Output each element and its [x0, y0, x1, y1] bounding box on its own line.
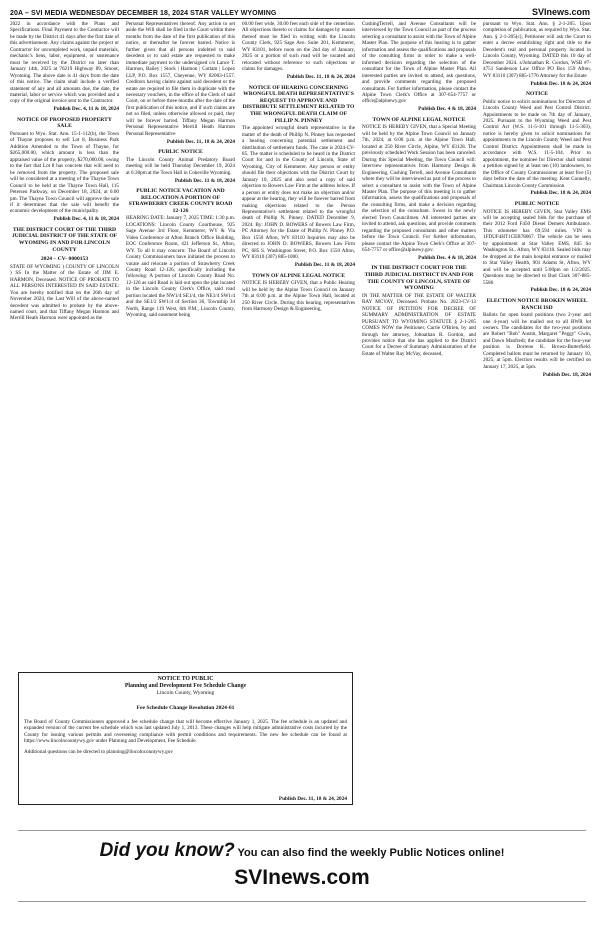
notice-heading: NOTICE OF HEARING CONCERNING WRONGFUL DEATH REPRESENTATIVE'S REQUEST TO APPROVE AND DISTRIBUTE SETTLEMENT RELATED TO THE WRONGFUL DEATH CLAIM OF PILLIP N. PINNEY [242, 84, 355, 124]
notice-heading: THE DISTRICT COURT OF THE THIRD JUDICIAL DISTRICT OF THE STATE OF WYOMING IN AND FOR LINCOLN COUNTY [11, 226, 118, 253]
notice-text: The appointed wrongful death representative in the matter of the death of Phillip N. Pinney has requested a hearing concerning potential settlement and distribution of settlement funds. The case is 2024-CV-85. The matter is scheduled to be heard in the District Court for and in the County of Lincoln, State of Wyoming, City of Kemmerer. Any person or entity should file their objections with the District Court by January 10, 2025 and also send a copy of said objection to Bowers Law Firm at the address below. If a person or entity does not make an objection and/or appear at the hearing, they will be forever barred from making objections related to the Person Representative's settlement related to the wrongful death of Phillip N. Pinney. DATED December 9, 2024. By: JOHN D. BOWERS of Bowers Law Firm, PC Attorney for the Estate of Phillip N. Pinney P.O. Box 1550 Afton, WY 83110 Inquiries may also be directed to JOHN D. BOWERS, Bowers Law Firm PC, 685 S. Washington Street, P.O. Box 1550 Afton, WY 83110 (307) 885-1000. [242, 125, 355, 261]
publish-dates: Publish Dec. 4 & 18, 2024 [418, 106, 476, 113]
publish-dates: Publish Dec. 11 & 18, 2024 [294, 262, 355, 269]
notice-text: Public notice to solicit nominations for Directors of Lincoln County Weed and Pest Control District. Appointments to be made on 7th day of January, 2025. Pursuant to the Wyoming Weed and Pest Control Act (W.S. 11-5-101 through 11-5-303), notice is hereby given to solicit nominations for appointments to the Lincoln County Weed and Pest Control District. Appointments shall be made in accordance with W.S. 11-5-104. Prior to appointment, the nominee for Director shall submit a petition signed by at least ten (10) landowners, to the Office of County Commissioner at least five (5) days before the date of the meeting. Kent Connelly, Chairman Lincoln County Commission [483, 98, 591, 189]
promo-website: SVInews.com [234, 866, 370, 889]
column-1 [10, 21, 119, 681]
page-header [10, 4, 590, 19]
notice-text: 2022 in accordance with the Plans and Specifications. Final Payment to the Contractor will be made by the District 41 days after the first date of this advertisement. Any claims against the project or Contractor for uncompleted work, unpaid materials, mechanic's liens, labor, equipment, or sustenance must be received by the District no later than January 14th, 2025 at 76219 Highway 89, Smoot, Wyoming. The above date is 41 days from the date of this notice. The claim shall include a verified statement of any and all amounts due, the date, the material, labor or service which was provided and a copy of the original invoice sent to the Contractor. [10, 21, 119, 105]
notice-text: CushingTerrell, and Avenue Consultants will be interviewed by the Town Council as part of the process selecting a consultant to assist with the Town of Alpine Master Plan. The purpose of this hearing is to gather information and assess the qualifications and proposals of the consulting firms in order to make a well-informed decision regarding the selection of the consultant for the Town of Alpine Master Plan. All interested parties are invited to attend, ask questions, and provide comments regarding the proposed consultants. For further information, please contact the Alpine Town Clerk's Office at 307-654-7757 or office@alpinewy.gov [362, 21, 476, 105]
fee-schedule-notice [18, 672, 353, 805]
notice-heading: PUBLIC NOTICE VACATION AND RELOCATION A PORTION OF STRAWBERRY CREEK COUNTY ROAD 12-126 [128, 188, 233, 214]
notice-heading: TOWN OF ALPINE LEGAL NOTICE [252, 272, 345, 279]
notice-text: STATE OF WYOMING ) COUNTY OF LINCOLN ) SS In the Matter of the Estate of JIM E. HARMON, Deceased. NOTICE OF PROBATE TO ALL PERSONS INTERESTED IN SAID ESTATE: You are hereby notified that on the 26th day of November 2024, the Last Will of the above-named decedent was admitted to probate by the above-named court, and that Tiffany Megan Harmon and Merrill Heath Harmon were appointed as the [10, 263, 119, 322]
fee-notice-contact: Additional questions can be directed to planning@lincolncountywy.gov [24, 748, 173, 755]
publish-dates: Publish Dec. 4 & 18, 2024 [418, 255, 476, 261]
notice-text: NOTICE IS HEREBY GIVEN, that a Special Meeting will be held by the Alpine Town Council on January 7th, 2024, at 6:00 p.m. at the Alpine Town Hall, located at 250 River Circle, Alpine, WY 83128. The previously scheduled Work Session has been canceled. During this Special Meeting, the Town Council will: Interview representatives from Harmony Design & Engineering, Cushing Terrell, and Avenue Consultants where they will be interviewed as part of the process to select a consultant to assist with the Town of Alpine Master Plan. The purpose of this meeting is to gather information, assess the qualifications and proposals of the consulting firms, and make a decision regarding the selection of the consultant. Swear in the newly elected Town Councilmen. All interested parties are invited to attend, ask questions, and provide comments regarding the proposed consultants and other matters before the Town Council. For further information, please contact the Alpine Town Clerk's Office at 307-654-7757 or office@alpinewy.gov. [362, 124, 476, 254]
column-2 [126, 21, 235, 333]
publish-dates: Publish Dec. 18 & 24, 2024 [530, 287, 591, 294]
notice-heading: TOWN OF ALPINE LEGAL NOTICE [372, 116, 466, 123]
notice-text: 60.00 feet wide, 30.00 feet each side of the centerline. All objections thereto or claims for damages by reason thereof must be filed in writing with the Lincoln County Clerk, 925 Sage Ave. Suite 201, Kemmerer, WY 83101, before noon on the 2nd day of January, 2025 or a portion of such road will be vacated and relocated without reference to such objections or claims for damages. [242, 21, 355, 73]
column-3 [242, 21, 355, 333]
promo-lead: Did you know? [99, 840, 235, 861]
column-4 [362, 21, 476, 681]
notice-heading: ELECTION NOTICE BROKEN WHEEL RANCH ISD [486, 297, 588, 311]
fee-notice-county: Lincoln County, Wyoming [156, 690, 215, 696]
publish-dates: Publish Dec. 4, 11 & 18, 2024 [53, 216, 119, 223]
notice-text: The Lincoln County Animal Predatory Board meeting will be held Thursday December 19, 2024 at 6:30pm at the Town Hall in Cokeville Wyoming. [126, 156, 235, 176]
notice-heading: IN THE DISTRICT COURT FOR THE THIRD JUDICIAL DISTRICT IN AND FOR THE COUNTY OF LINCOLN, STATE OF WYOMING [364, 265, 474, 292]
promo-line-1 [18, 840, 586, 862]
fee-notice-title: NOTICE TO PUBLIC [157, 676, 214, 682]
notice-text: NOTICE IS HEREBY GIVEN, that a Public Hearing will be held by the Alpine Town Council on January 7th at 6:00 p.m. at the Alpine Town Hall, located at 250 River Circle. During this hearing, representatives from Harmony Design & Engineering, [242, 280, 355, 313]
publish-dates: Publish Dec. 11, 18 & 24, 2024 [278, 795, 347, 802]
notice-text: NOTICE IS HEREBY GIVEN, Star Valley EMS will be accepting sealed bids for the purchase of their 2012 Ford F450 Diesel Demers Ambulance. This odometer has 69,594 miles. VIN is 1FDUF4HT1CEB78067. The vehicle can be seen by appointment at Star Valley EMS, 845 So Washington St., Afton, WY 83110. Sealed bids may be dropped at the main hospital entrance or mailed to Star Valley Health, 901 Adams St, Afton, WY and will be accepted until 5:00pm on 1/2/2025. Questions may be directed to Bud Clark 307-885-5586 [483, 208, 591, 286]
notice-text: Pursuant to Wyo. Stat. Ann. 15-1-112(b), the Town of Thayne proposes to sell Lot 8, Business Park Addition Amended to the Town of Thayne, for $265,000.00, which amount is less than the appraised value of the property, $270,000.00, owing to the fact that Lot 8 has concrete that will need to be removed from the property. The proposed sale will be considered at a meeting of the Thayne Town Council to be held at the Thayne Town Hall, 115 Petersen Parkway, on December 18, 2024, at 6:00 pm. The Thayne Town Council will approve the sale if it determines that the sale will benefit the economic development of the municipality. [10, 131, 119, 215]
case-number: 2024 – CV- 0000153 [40, 256, 89, 263]
notice-heading: NOTICE OF PROPOSED PROPERTY SALE [17, 116, 112, 130]
site-name: SVInews.com [531, 7, 590, 17]
fee-notice-subtitle: Planning and Development Fee Schedule Change [124, 683, 247, 689]
publish-dates: Publish Dec. 4, 11 & 18, 2024 [53, 106, 119, 113]
publish-dates: Publish Dec. 18 & 24, 2024 [530, 80, 591, 87]
fee-notice-resolution: Fee Schedule Change Resolution 2024-61 [136, 705, 235, 711]
publish-dates: Publish Dec. 18 & 24, 2024 [530, 190, 591, 197]
publish-dates: Publish Dec. 11, 18 & 24, 2024 [286, 74, 355, 81]
publish-dates: Publish Dec. 18, 2024 [542, 371, 591, 378]
notice-text: Ballots for open board positions (two 2-year and one 4-year) will be mailed out to all BWR lot owners. The candidates for the two-year positions are Robert "Bob" Austin, Margaret "Peggy" Gwin, and Dawn Manfredi; the candidate for the four-year position is Dorrene K. Brown-Butterfield. Completed ballots must be returned by January 10, 2025, at 5pm. Election results will be certified on January 17, 2025, at 5pm. [483, 312, 591, 370]
publish-dates: Publish Dec. 11, 18 & 24, 2024 [166, 138, 235, 145]
promo-text: You can also find the weekly Public Notices online! [237, 847, 505, 859]
notice-text: pursuant to Wyo. Stat. Ann. § 2-1-205. Upon completion of publication, as required by Wyo. Stat. Ann. § 2-1-205(c), Petitioner will ask the Court to enter a decree establishing right and title to the Decedent's real and personal property located in Lincoln County, Wyoming. DATED this 10 day of December 2024. s/Johnathan R. Gordon, WSB #7-4751 Sanderson Law Office PO Box 159 Afton, WY 83110 (307) 885-1776 Attorney for the Estate [483, 21, 591, 79]
notice-heading: NOTICE [525, 91, 549, 98]
fee-notice-body: The Board of County Commissioners approved a fee schedule change that will become effective January 1, 2025. The fee schedule is an updated and expanded version of the current fee schedule which was last updated July 1, 2013. These changes will help mitigate administrative costs incurred by the County for issuing various permits and overseeing compliance with permit conditions and requirements. The new fee schedule can be found at https://www.lincolncountywy.gov under Planning and Development, Fee Schedule. [24, 718, 347, 744]
promo-banner [18, 830, 586, 902]
notice-heading: PUBLIC NOTICE [514, 200, 560, 207]
page-folio: 20A – SVI MEDIA WEDNESDAY DECEMBER 18, 2024 STAR VALLEY WYOMING [10, 10, 277, 17]
notice-heading: PUBLIC NOTICE [158, 149, 203, 156]
notice-text: IN THE MATTER OF THE ESTATE OF WALTER RAY MCVAY, Deceased. Probate No. 2023-CV-13 NOTICE OF PETITION FOR DECREE OF SUMMARY ADMINISTRATION OF ESTATE PURSUANT TO WYOMING STATUTE § 2-1-205 COMES NOW the Petitioner, Carrie O'Brien, by and through her attorney, Johnathan R. Gordon, and provides notice that she has applied to the District Court for a Decree of Summary Administration of the Estate of Walter Ray McVay, deceased, [362, 292, 476, 357]
notice-text: HEARING DATE: January 7, 2025 TIME: 1:30 p.m. LOCATIONS: Lincoln County Courthouse, 925 Sage Avenue 3rd Floor, Kemmerer, WY & Via Video Conference at Afton Branch Office Building, EOC Conference Room, 421 Jefferson St., Afton, WY. To all it may concern: The Board of Lincoln County Commissioners have initiated the process to vacate and relocate a portion of Strawberry Creek County Road 12-126, specifically including the following: A portion of Lincoln County Road No. 12-126 as said Road is laid out upon the plat located in the Lincoln County Clerk's Office, said road portion located the NW1/4 SE1/4, the NE1/4 SW1/4 and the SE1/2 SW1/4 of Section 36, Township 34 North, Range 119 West, 6th P.M., Lincoln County, Wyoming, said easement being [126, 215, 235, 319]
notice-text: Personal Representatives thereof. Any action to set aside the Will shall be filed in the Court within three months from the date of the first publication of this notice, or thereafter be forever barred. Notice is further given that all persons indebted to said decedent or to said estate are requested to make immediate payment to the undersigned c/o Lance T. Harmon, Bailey | Stock | Harmon | Cottam | Lopez LLP, P.O. Box 1557, Cheyenne, WY 82003-1557. Creditors having claims against said decedent or the estate are required to file them in duplicate with the necessary vouchers, in the office of the Clerk of said Court, on or before three months after the date of the first publication of this notice, and if such claims are not so filed, unless otherwise allowed or paid, they will be forever barred. Tiffany Megan Harmon Personal Representative Merrill Heath Harmon Personal Representative [126, 21, 235, 137]
publish-dates: Publish Dec. 11 & 18, 2024 [174, 177, 235, 184]
column-5 [483, 21, 591, 811]
